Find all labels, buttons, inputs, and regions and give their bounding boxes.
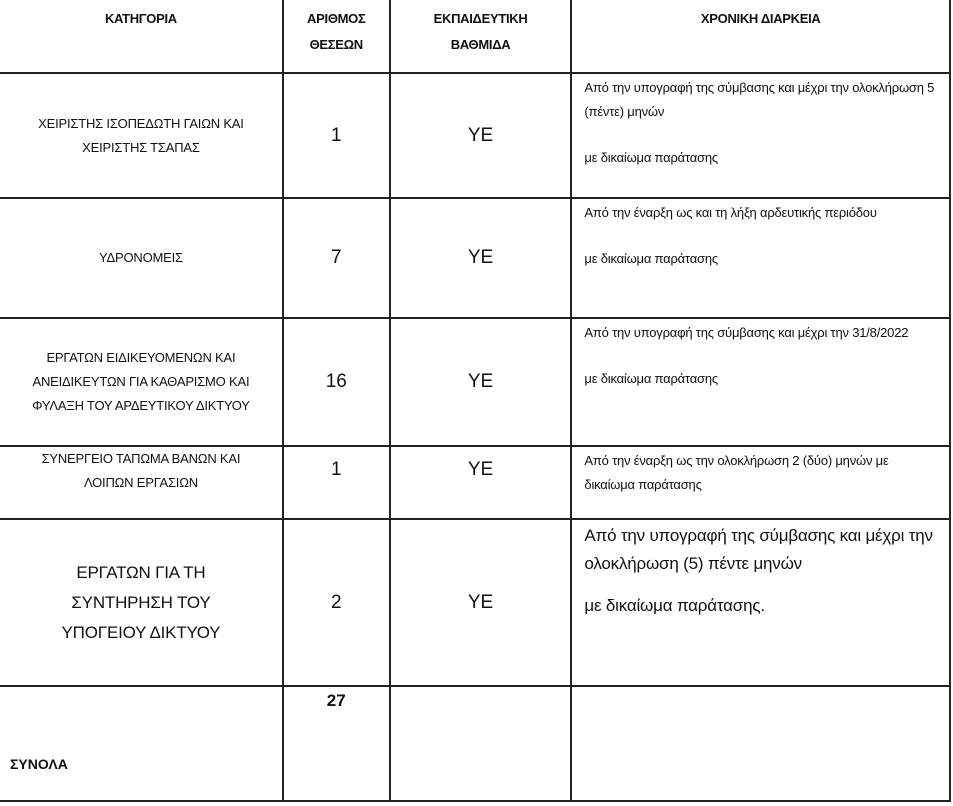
duration-text: Από την υπογραφή της σύμβασης και μέχρι την ολοκλήρωση (5) πέντε μηνών xyxy=(584,526,933,573)
extension-text: με δικαίωμα παράτασης xyxy=(584,371,718,386)
table-row xyxy=(0,446,950,519)
category-cell: ΕΡΓΑΤΩΝ ΓΙΑ ΤΗ ΣΥΝΤΗΡΗΣΗ ΤΟΥ ΥΠΟΓΕΙΟΥ ΔΙΚΤΥΟΥ xyxy=(0,519,283,686)
header-duration: ΧΡΟΝΙΚΗ ΔΙΑΡΚΕΙΑ xyxy=(571,0,950,73)
positions-cell: 7 xyxy=(283,198,390,318)
extension-text: με δικαίωμα παράτασης. xyxy=(584,596,765,615)
duration-cell xyxy=(571,198,950,318)
duration-text: Από την υπογραφή της σύμβασης και μέχρι την ολοκλήρωση 5 (πέντε) μηνών xyxy=(584,80,935,119)
table-row xyxy=(0,73,950,198)
positions-cell: 16 xyxy=(283,318,390,446)
totals-positions: 27 xyxy=(283,686,390,801)
education-cell: ΥΕ xyxy=(390,446,572,519)
category-cell: ΣΥΝΕΡΓΕΙΟ ΤΑΠΩΜΑ ΒΑΝΩΝ ΚΑΙ ΛΟΙΠΩΝ ΕΡΓΑΣΙΩΝ xyxy=(0,446,283,519)
category-cell: ΕΡΓΑΤΩΝ ΕΙΔΙΚΕΥΟΜΕΝΩΝ ΚΑΙ ΑΝΕΙΔΙΚΕΥΤΩΝ ΓΙΑ ΚΑΘΑΡΙΣΜΟ ΚΑΙ ΦΥΛΑΞΗ ΤΟΥ ΑΡΔΕΥΤΙΚΟΥ ΔΙΚΤΥΟΥ xyxy=(0,318,283,446)
education-cell: ΥΕ xyxy=(390,519,572,686)
duration-text: Από την έναρξη ως την ολοκλήρωση 2 (δύο) μηνών με δικαίωμα παράτασης xyxy=(584,453,889,492)
extension-text: με δικαίωμα παράτασης xyxy=(584,150,718,165)
header-row xyxy=(0,0,950,73)
education-cell: ΥΕ xyxy=(390,198,572,318)
totals-education xyxy=(390,686,572,801)
header-category: ΚΑΤΗΓΟΡΙΑ xyxy=(0,0,283,73)
education-cell: ΥΕ xyxy=(390,73,572,198)
extension-text: με δικαίωμα παράτασης xyxy=(584,251,718,266)
totals-row xyxy=(0,686,950,801)
education-cell: ΥΕ xyxy=(390,318,572,446)
duration-text: Από την έναρξη ως και τη λήξη αρδευτικής περιόδου xyxy=(584,205,877,220)
positions-cell: 1 xyxy=(283,73,390,198)
duration-cell xyxy=(571,318,950,446)
category-cell: ΧΕΙΡΙΣΤΗΣ ΙΣΟΠΕΔΩΤΗ ΓΑΙΩΝ ΚΑΙ ΧΕΙΡΙΣΤΗΣ ΤΣΑΠΑΣ xyxy=(0,73,283,198)
table-row xyxy=(0,318,950,446)
table-row xyxy=(0,519,950,686)
duration-cell xyxy=(571,73,950,198)
header-positions: ΑΡΙΘΜΟΣ ΘΕΣΕΩΝ xyxy=(283,0,390,73)
table-row xyxy=(0,198,950,318)
duration-cell xyxy=(571,519,950,686)
header-education: ΕΚΠΑΙΔΕΥΤΙΚΗ ΒΑΘΜΙΔΑ xyxy=(390,0,572,73)
duration-cell xyxy=(571,446,950,519)
positions-cell: 2 xyxy=(283,519,390,686)
category-cell: ΥΔΡΟΝΟΜΕΙΣ xyxy=(0,198,283,318)
positions-cell: 1 xyxy=(283,446,390,519)
duration-text: Από την υπογραφή της σύμβασης και μέχρι την 31/8/2022 xyxy=(584,325,909,340)
totals-duration xyxy=(571,686,950,801)
totals-label: ΣΥΝΟΛΑ xyxy=(0,686,283,801)
